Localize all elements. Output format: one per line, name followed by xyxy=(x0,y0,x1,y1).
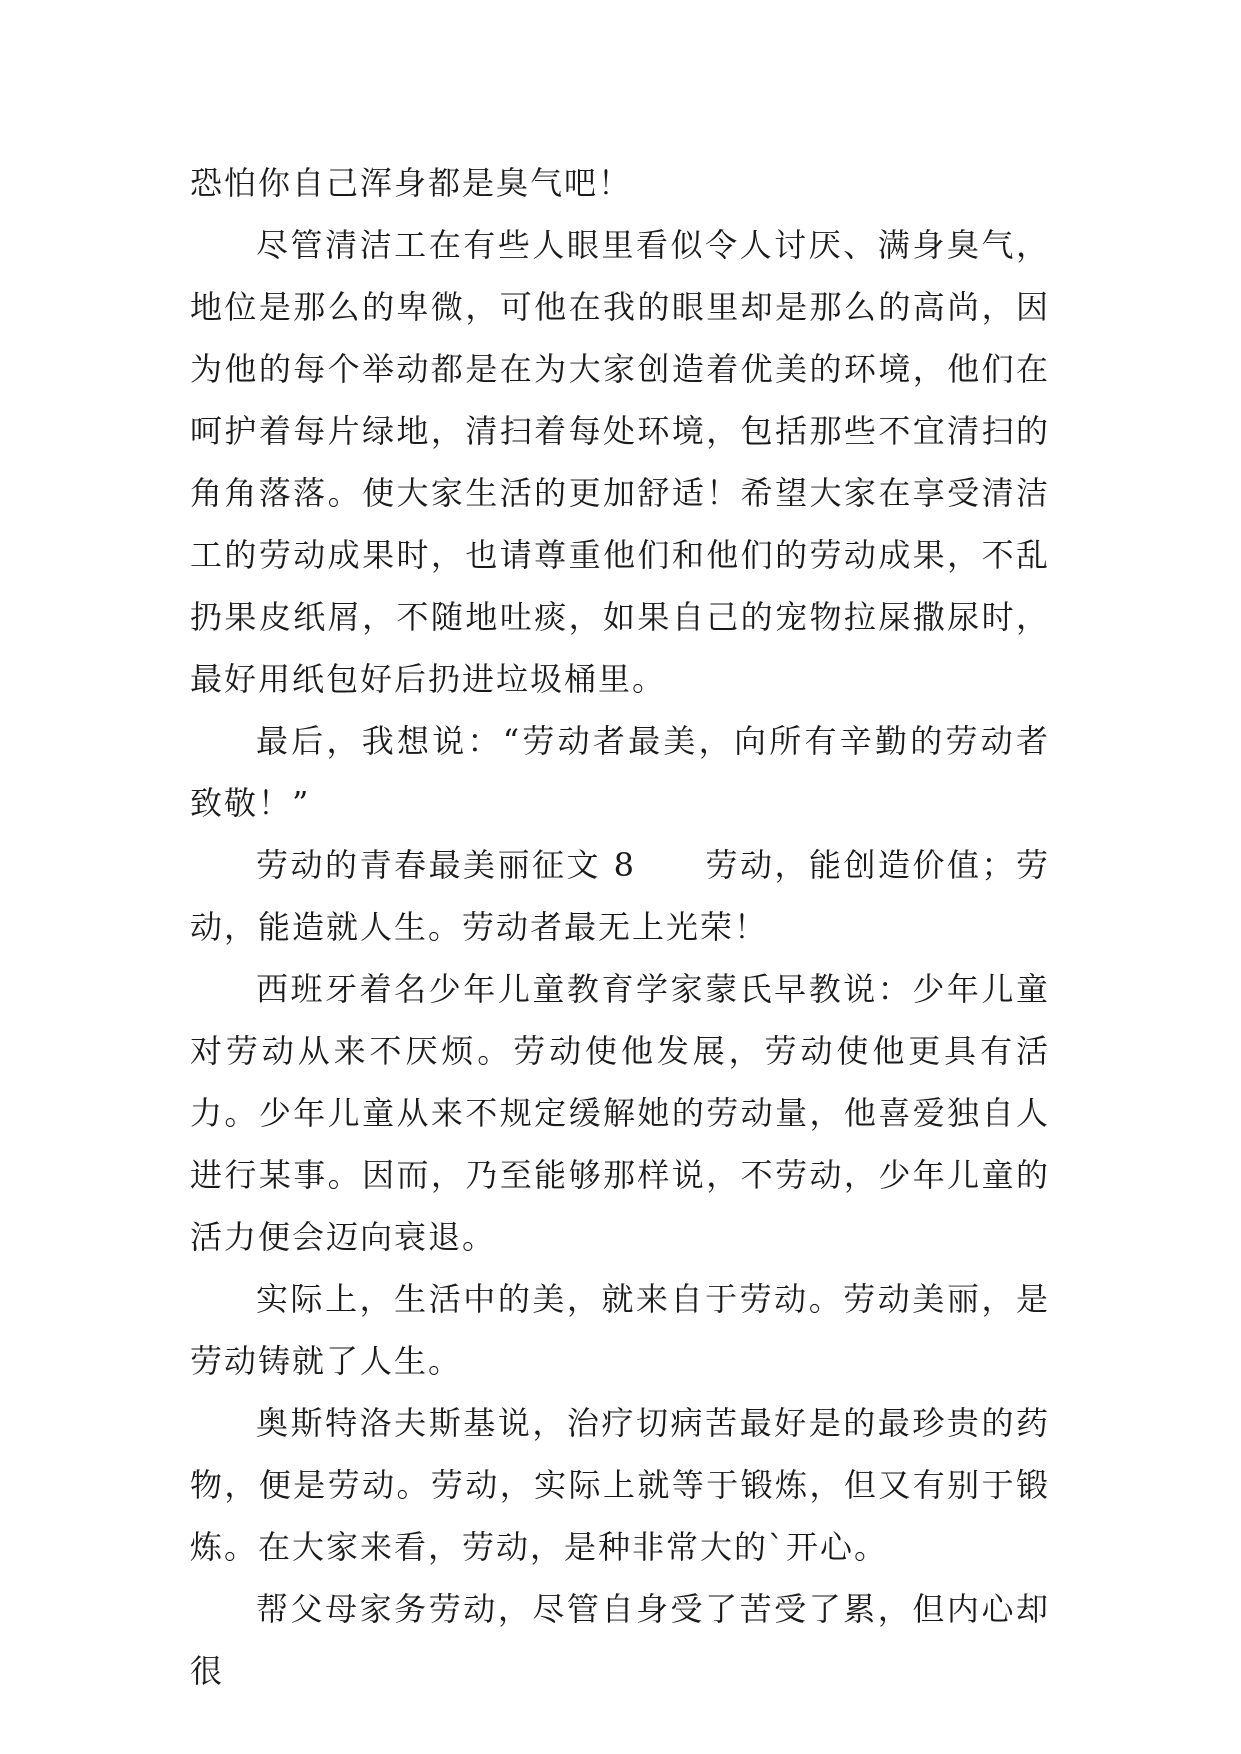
paragraph-1: 恐怕你自己浑身都是臭气吧！ xyxy=(190,164,633,202)
paragraph-8: 帮父母家务劳动，尽管自身受了苦受了累，但内心却很 xyxy=(190,1590,1050,1690)
paragraph-2: 尽管清洁工在有些人眼里看似令人讨厌、满身臭气，地位是那么的卑微，可他在我的眼里却是那么的高尚，因为他的每个举动都是在为大家创造着优美的环境，他们在呵护着每片绿地，清扫着每处环境，包括那些不宜清扫的角角落落。使大家生活的更加舒适！希望大家在享受清洁工的劳动成果时，也请尊重他们和他们的劳动成果，不乱扔果皮纸屑，不随地吐痰，如果自己的宠物拉屎撒尿时，最好用纸包好后扔进垃圾桶里。 xyxy=(190,226,1050,698)
paragraph-4-essay-heading: 劳动的青春最美丽征文 8 劳动，能创造价值；劳动，能造就人生。劳动者最无上光荣！ xyxy=(190,846,1050,946)
paragraph-3: 最后，我想说：“劳动者最美，向所有辛勤的劳动者致敬！” xyxy=(190,722,1050,822)
paragraph-7: 奥斯特洛夫斯基说，治疗切病苦最好是的最珍贵的药物，便是劳动。劳动，实际上就等于锻炼，但又有别于锻炼。在大家来看，劳动，是种非常大的`开心。 xyxy=(190,1404,1050,1566)
paragraph-5: 西班牙着名少年儿童教育学家蒙氏早教说：少年儿童对劳动从来不厌烦。劳动使他发展，劳动使他更具有活力。少年儿童从来不规定缓解她的劳动量，他喜爱独自人进行某事。因而，乃至能够那样说，不劳动，少年儿童的活力便会迈向衰退。 xyxy=(190,970,1050,1256)
paragraph-6: 实际上，生活中的美，就来自于劳动。劳动美丽，是劳动铸就了人生。 xyxy=(190,1280,1050,1380)
document-page xyxy=(190,152,1050,1702)
